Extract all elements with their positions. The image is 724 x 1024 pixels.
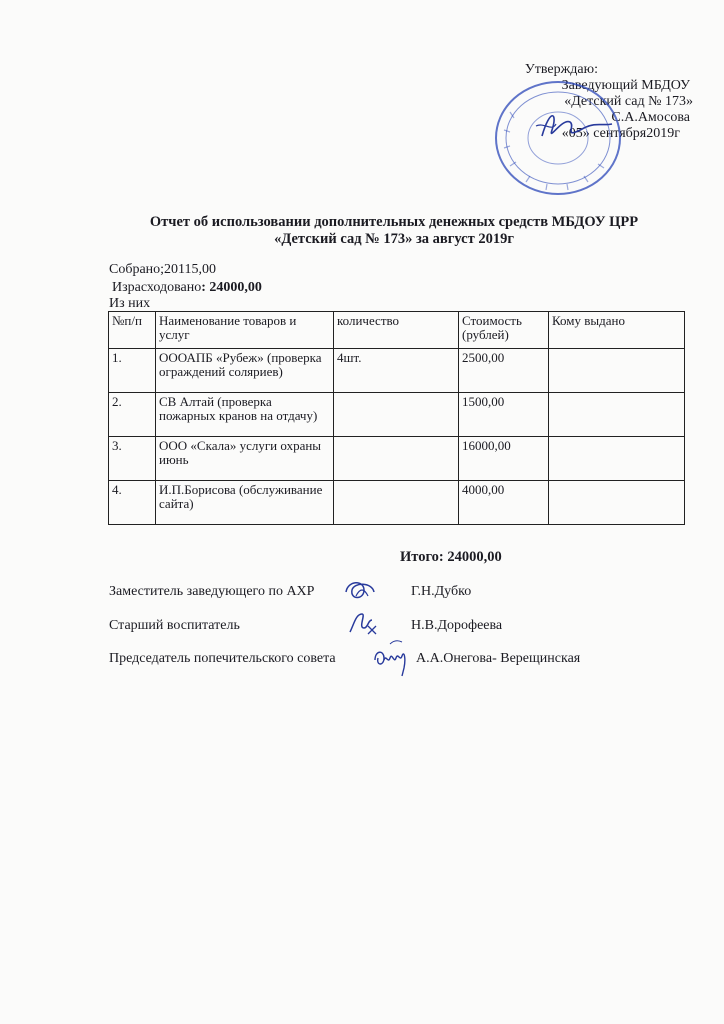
row-recipient: [549, 349, 685, 393]
row-cost: 4000,00: [459, 481, 549, 525]
header-cost: Стоимость (рублей): [459, 312, 549, 349]
row-number: 4.: [109, 481, 156, 525]
row-number: 2.: [109, 393, 156, 437]
row-name: И.П.Борисова (обслуживание сайта): [156, 481, 334, 525]
row-name: ООО «Скала» услуги охраны июнь: [156, 437, 334, 481]
table-header-row: [109, 312, 685, 349]
of-them-label: Из них: [109, 296, 151, 311]
header-recipient: Кому выдано: [549, 312, 685, 349]
signature-role-1: Заместитель заведующего по АХР: [109, 584, 315, 599]
expenses-table: [108, 311, 685, 525]
approval-name: С.А.Амосова: [611, 110, 690, 125]
collected-amount: Собрано;20115,00: [109, 262, 217, 277]
report-title: [0, 214, 724, 248]
row-quantity: [334, 481, 459, 525]
header-quantity: количество: [334, 312, 459, 349]
signature-name-2: Н.В.Дорофеева: [411, 618, 503, 633]
row-name: СВ Алтай (проверка пожарных кранов на отдачу): [156, 393, 334, 437]
handwritten-signature-1: [342, 578, 378, 604]
signature-role-2: Старший воспитатель: [109, 618, 240, 633]
spent-label: Израсходовано: [112, 280, 202, 295]
row-name: ОООАПБ «Рубеж» (проверка ограждений соляриев): [156, 349, 334, 393]
report-title-line-2: «Детский сад № 173» за август 2019г: [274, 231, 514, 247]
row-quantity: 4шт.: [334, 349, 459, 393]
approval-organization: «Детский сад № 173»: [564, 94, 693, 109]
official-stamp-seal: [492, 78, 632, 196]
signature-name-3: А.А.Онегова- Верещинская: [416, 651, 581, 666]
spent-value: : 24000,00: [201, 280, 262, 295]
row-number: 1.: [109, 349, 156, 393]
header-number: №п/п: [109, 312, 156, 349]
row-recipient: [549, 437, 685, 481]
handwritten-signature-2: [346, 610, 380, 638]
table-row: [109, 349, 685, 393]
table-row: [109, 437, 685, 481]
table-row: [109, 393, 685, 437]
row-recipient: [549, 481, 685, 525]
header-name: Наименование товаров и услуг: [156, 312, 334, 349]
row-quantity: [334, 437, 459, 481]
spent-amount: [112, 280, 262, 296]
total-amount: Итого: 24000,00: [400, 549, 502, 565]
signature-role-3: Председатель попечительского совета: [109, 651, 336, 666]
row-cost: 1500,00: [459, 393, 549, 437]
table-row: [109, 481, 685, 525]
row-cost: 2500,00: [459, 349, 549, 393]
report-title-line-1: Отчет об использовании дополнительных денежных средств МБДОУ ЦРР: [149, 214, 639, 230]
signature-name-1: Г.Н.Дубко: [411, 584, 472, 599]
approval-date: «05» сентября2019г: [561, 126, 680, 141]
handwritten-signature-3: [372, 638, 412, 678]
row-recipient: [549, 393, 685, 437]
row-cost: 16000,00: [459, 437, 549, 481]
row-quantity: [334, 393, 459, 437]
approval-position: Заведующий МБДОУ: [561, 78, 690, 93]
row-number: 3.: [109, 437, 156, 481]
approval-heading: Утверждаю:: [524, 62, 598, 77]
